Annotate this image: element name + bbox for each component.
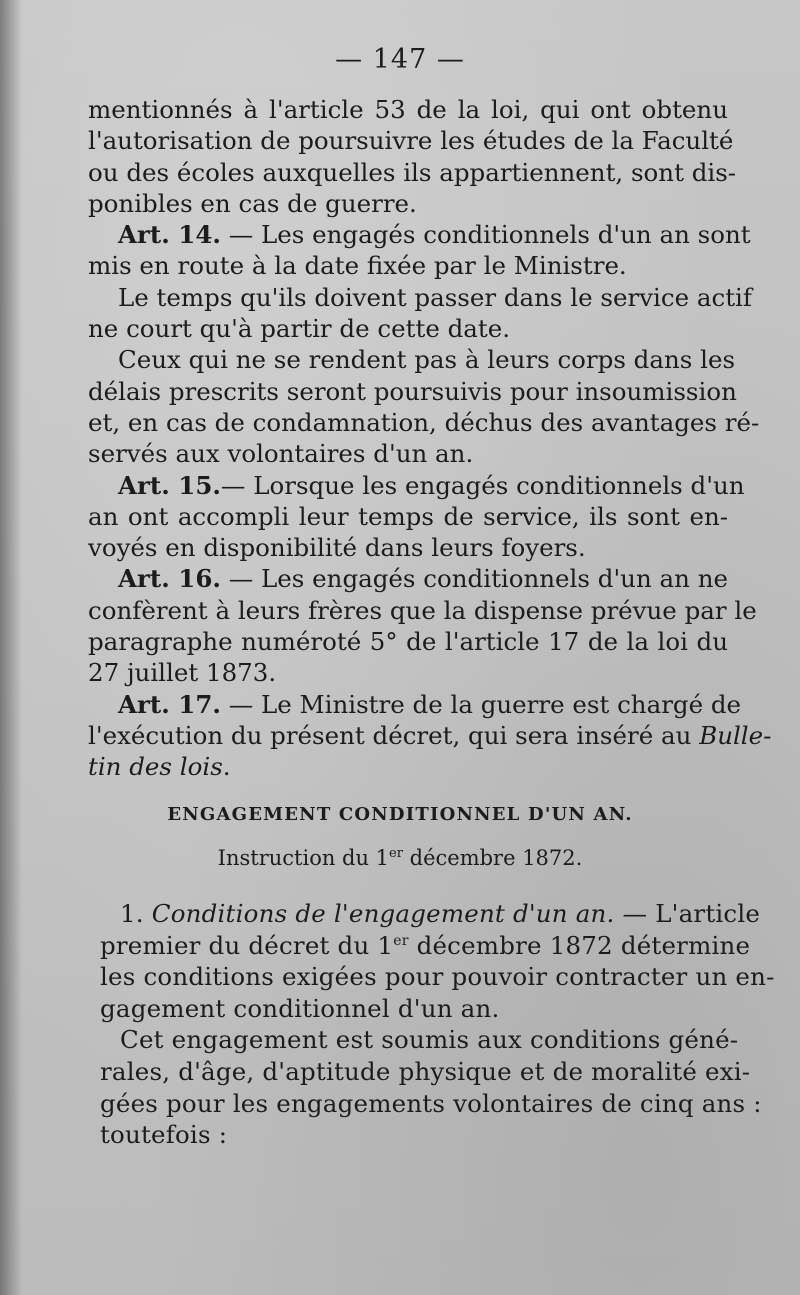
text-line: gagement conditionnel d'un an.	[100, 993, 500, 1023]
text-line: les conditions exigées pour pouvoir contracter un en-	[100, 962, 775, 992]
italic-fragment: tin des lois	[88, 752, 223, 782]
text-fragment: — Les engagés conditionnels d'un an ne	[220, 564, 728, 594]
article-15-line	[88, 470, 745, 501]
text-fragment: premier du décret du 1	[100, 930, 394, 960]
text-fragment: — Lorsque les engagés conditionnels d'un	[220, 470, 745, 500]
text-line	[88, 751, 728, 782]
text-fragment: Instruction du 1	[217, 846, 390, 870]
article-label: Art. 17.	[118, 689, 221, 719]
text-line: Ceux qui ne se rendent pas à leurs corps dans les	[118, 345, 736, 375]
text-line: ne court qu'à partir de cette date.	[88, 314, 511, 344]
text-line: voyés en disponibilité dans leurs foyers.	[88, 533, 586, 563]
text-fragment: l'exécution du présent décret, qui sera inséré au	[88, 720, 700, 750]
text-line: l'autorisation de poursuivre les études de la Faculté	[88, 126, 734, 156]
main-text-block	[88, 94, 772, 783]
article-14-line	[88, 219, 751, 250]
text-line: rales, d'âge, d'aptitude physique et de moralité exi-	[100, 1056, 751, 1086]
italic-fragment: Bulle-	[699, 720, 772, 750]
text-line: mis en route à la date fixée par le Ministre.	[88, 251, 627, 281]
instruction-1-line	[100, 898, 761, 930]
article-label: Art. 16.	[118, 564, 221, 594]
instruction-title: Conditions de l'engagement d'un an.	[151, 899, 615, 928]
text-fragment: décembre 1872 détermine	[408, 930, 751, 960]
superscript: er	[393, 932, 409, 949]
text-line: servés aux volontaires d'un an.	[88, 439, 474, 469]
text-line: an ont accompli leur temps de service, ils sont en-	[88, 501, 728, 531]
text-line: ponibles en cas de guerre.	[88, 188, 417, 218]
text-line: mentionnés à l'article 53 de la loi, qui ont obtenu	[88, 95, 728, 124]
text-fragment: .	[222, 752, 231, 782]
text-line: ou des écoles auxquelles ils appartiennent, sont dis-	[88, 157, 737, 187]
section-subheading	[0, 846, 800, 870]
text-line: Cet engagement est soumis aux conditions géné-	[120, 1025, 739, 1055]
text-fragment: — Le Ministre de la guerre est chargé de	[220, 689, 742, 719]
text-fragment: décembre 1872.	[402, 846, 583, 870]
article-label: Art. 15.	[118, 470, 221, 500]
superscript: er	[389, 846, 403, 861]
section-heading: ENGAGEMENT CONDITIONNEL D'UN AN.	[167, 804, 633, 825]
text-line: Le temps qu'ils doivent passer dans le service actif	[118, 282, 752, 312]
text-line: délais prescrits seront poursuivis pour insoumission	[88, 376, 737, 406]
article-label: Art. 14.	[118, 220, 221, 250]
text-fragment: — L'article	[614, 899, 761, 928]
text-line: confèrent à leurs frères que la dispense prévue par le	[88, 595, 757, 625]
text-line	[88, 720, 772, 751]
article-17-line	[88, 689, 742, 720]
text-line: toutefois :	[100, 1120, 228, 1150]
page-number: — 147 —	[335, 44, 465, 75]
text-fragment: — Les engagés conditionnels d'un an sont	[220, 220, 751, 250]
text-line: paragraphe numéroté 5° de l'article 17 de la loi du	[88, 627, 728, 657]
text-line: 27 juillet 1873.	[88, 658, 277, 688]
spine-shadow	[0, 0, 22, 1295]
text-line	[100, 930, 751, 962]
text-fragment: 1.	[120, 899, 152, 928]
instruction-text-block	[100, 898, 775, 1151]
article-16-line	[88, 563, 728, 594]
text-line: et, en cas de condamnation, déchus des avantages ré-	[88, 407, 760, 437]
text-line: gées pour les engagements volontaires de cinq ans :	[100, 1088, 762, 1118]
